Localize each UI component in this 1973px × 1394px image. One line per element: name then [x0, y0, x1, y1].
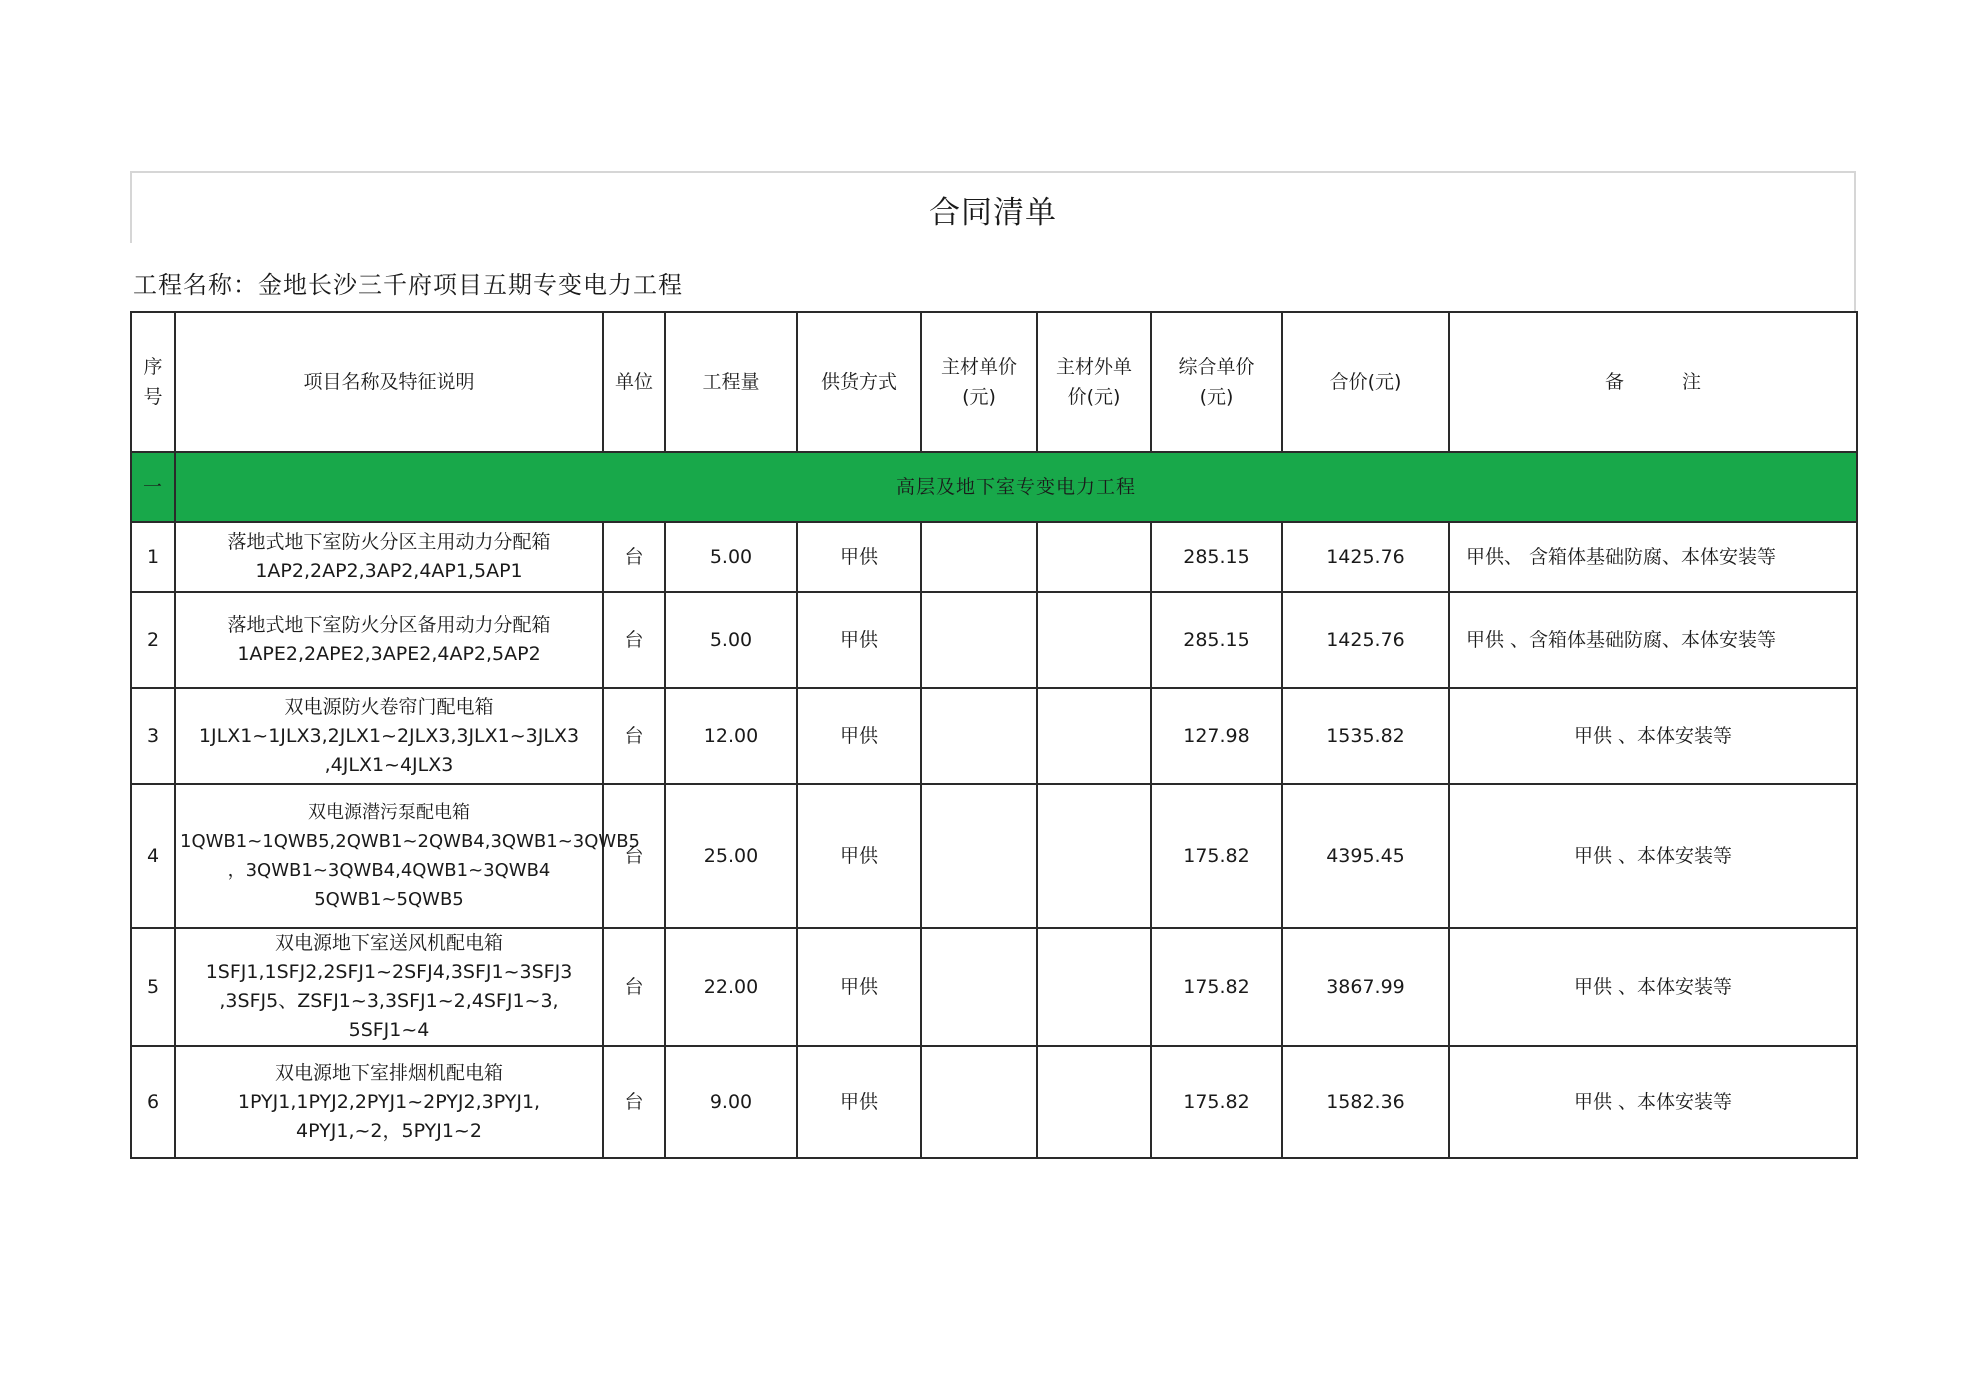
quantity-cell: 5.00	[665, 592, 797, 688]
table-row	[131, 1046, 1857, 1158]
quantity-cell: 12.00	[665, 688, 797, 784]
composite-price-cell: 175.82	[1151, 784, 1282, 928]
main-price-cell	[921, 928, 1037, 1046]
supply-cell: 甲供	[797, 688, 921, 784]
other-price-cell	[1037, 592, 1151, 688]
quantity-cell: 25.00	[665, 784, 797, 928]
total-cell: 1582.36	[1282, 1046, 1449, 1158]
supply-cell: 甲供	[797, 522, 921, 592]
quantity-cell: 22.00	[665, 928, 797, 1046]
main-price-cell	[921, 522, 1037, 592]
composite-price-cell: 285.15	[1151, 592, 1282, 688]
supply-cell: 甲供	[797, 784, 921, 928]
main-price-cell	[921, 784, 1037, 928]
header-remark: 备 注	[1449, 312, 1857, 452]
section-row	[131, 452, 1857, 522]
unit-cell: 台	[603, 688, 665, 784]
item-description: 双电源地下室送风机配电箱 1SFJ1,1SFJ2,2SFJ1~2SFJ4,3SFJ1~3SFJ3 ,3SFJ5、ZSFJ1~3,3SFJ1~2,4SFJ1~3, 5SFJ1~4	[175, 928, 603, 1046]
total-cell: 4395.45	[1282, 784, 1449, 928]
row-number: 2	[131, 592, 175, 688]
table-row	[131, 688, 1857, 784]
item-description: 落地式地下室防火分区主用动力分配箱 1AP2,2AP2,3AP2,4AP1,5AP1	[175, 522, 603, 592]
quantity-cell: 9.00	[665, 1046, 797, 1158]
row-number: 3	[131, 688, 175, 784]
header-qty: 工程量	[665, 312, 797, 452]
header-composite-price: 综合单价 (元)	[1151, 312, 1282, 452]
project-name: 工程名称：金地长沙三千府项目五期专变电力工程	[133, 271, 683, 299]
table-row	[131, 522, 1857, 592]
remark-cell: 甲供 、本体安装等	[1449, 784, 1857, 928]
unit-cell: 台	[603, 592, 665, 688]
other-price-cell	[1037, 928, 1151, 1046]
row-number: 6	[131, 1046, 175, 1158]
other-price-cell	[1037, 522, 1151, 592]
supply-cell: 甲供	[797, 928, 921, 1046]
row-number: 4	[131, 784, 175, 928]
item-description: 双电源潜污泵配电箱 1QWB1~1QWB5,2QWB1~2QWB4,3QWB1~3QWB5 ，3QWB1~3QWB4,4QWB1~3QWB4 5QWB1~5QWB5	[175, 784, 603, 928]
bill-of-quantities-table	[130, 311, 1858, 1159]
composite-price-cell: 285.15	[1151, 522, 1282, 592]
header-unit: 单位	[603, 312, 665, 452]
section-title: 高层及地下室专变电力工程	[175, 452, 1857, 522]
table-row	[131, 592, 1857, 688]
row-number: 1	[131, 522, 175, 592]
composite-price-cell: 175.82	[1151, 1046, 1282, 1158]
page-title: 合同清单	[929, 195, 1057, 231]
contract-sheet	[130, 171, 1856, 1159]
header-supply: 供货方式	[797, 312, 921, 452]
header-main-price: 主材单价 (元)	[921, 312, 1037, 452]
item-description: 双电源防火卷帘门配电箱 1JLX1~1JLX3,2JLX1~2JLX3,3JLX1~3JLX3 ,4JLX1~4JLX3	[175, 688, 603, 784]
total-cell: 1535.82	[1282, 688, 1449, 784]
header-total: 合价(元)	[1282, 312, 1449, 452]
main-price-cell	[921, 688, 1037, 784]
main-price-cell	[921, 1046, 1037, 1158]
quantity-cell: 5.00	[665, 522, 797, 592]
supply-cell: 甲供	[797, 592, 921, 688]
title-area	[130, 171, 1856, 243]
composite-price-cell: 127.98	[1151, 688, 1282, 784]
item-description: 双电源地下室排烟机配电箱 1PYJ1,1PYJ2,2PYJ1~2PYJ2,3PYJ1, 4PYJ1,~2，5PYJ1~2	[175, 1046, 603, 1158]
unit-cell: 台	[603, 1046, 665, 1158]
main-price-cell	[921, 592, 1037, 688]
table-row	[131, 784, 1857, 928]
remark-cell: 甲供、 含箱体基础防腐、本体安装等	[1449, 522, 1857, 592]
remark-cell: 甲供 、本体安装等	[1449, 928, 1857, 1046]
remark-cell: 甲供 、含箱体基础防腐、本体安装等	[1449, 592, 1857, 688]
section-number: 一	[131, 452, 175, 522]
unit-cell: 台	[603, 928, 665, 1046]
project-name-area	[130, 243, 1856, 311]
row-number: 5	[131, 928, 175, 1046]
remark-cell: 甲供 、本体安装等	[1449, 1046, 1857, 1158]
other-price-cell	[1037, 688, 1151, 784]
total-cell: 1425.76	[1282, 522, 1449, 592]
other-price-cell	[1037, 784, 1151, 928]
composite-price-cell: 175.82	[1151, 928, 1282, 1046]
supply-cell: 甲供	[797, 1046, 921, 1158]
other-price-cell	[1037, 1046, 1151, 1158]
header-row	[131, 312, 1857, 452]
total-cell: 3867.99	[1282, 928, 1449, 1046]
unit-cell: 台	[603, 784, 665, 928]
header-seq: 序号	[131, 312, 175, 452]
header-name: 项目名称及特征说明	[175, 312, 603, 452]
table-row	[131, 928, 1857, 1046]
remark-cell: 甲供 、本体安装等	[1449, 688, 1857, 784]
total-cell: 1425.76	[1282, 592, 1449, 688]
unit-cell: 台	[603, 522, 665, 592]
header-other-price: 主材外单 价(元)	[1037, 312, 1151, 452]
item-description: 落地式地下室防火分区备用动力分配箱 1APE2,2APE2,3APE2,4AP2,5AP2	[175, 592, 603, 688]
